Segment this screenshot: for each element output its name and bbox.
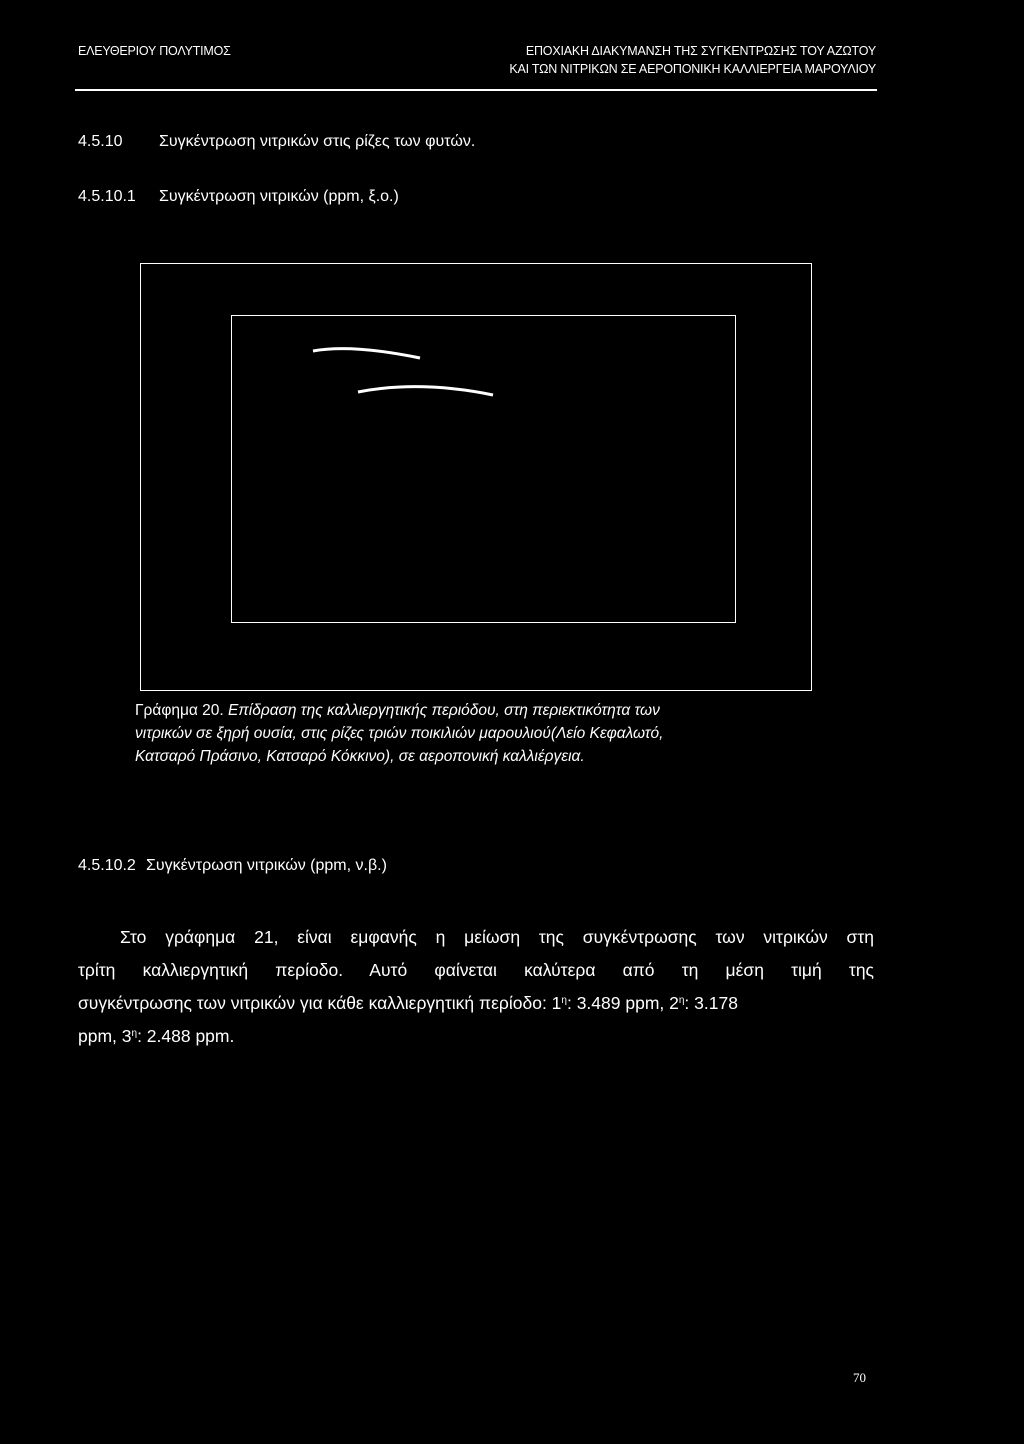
ordinal-sup: η — [561, 995, 567, 1006]
paragraph-line4 — [78, 1026, 234, 1047]
series-line-1 — [313, 349, 420, 358]
figure-caption-line2: νιτρικών σε ξηρή ουσία, στις ρίζες τριών ποικιλιών μαρουλιού(Λείο Κεφαλωτό, — [135, 725, 664, 742]
series-line-2 — [358, 387, 493, 395]
subsection2-title: Συγκέντρωση νιτρικών (ppm, ν.β.) — [146, 857, 387, 874]
section-number: 4.5.10 — [78, 133, 123, 150]
paragraph-text: συγκέντρωσης των νιτρικών για κάθε καλλιεργητική περίοδο: 1 — [78, 993, 562, 1013]
paragraph-text: : 2.488 ppm. — [137, 1026, 235, 1046]
paragraph-line1: Στο γράφημα 21, είναι εμφανής η μείωση της συγκέντρωσης των νιτρικών στη — [120, 927, 874, 947]
subsection2-number: 4.5.10.2 — [78, 857, 136, 874]
header-title-line2: ΚΑΙ ΤΩΝ ΝΙΤΡΙΚΩΝ ΣΕ ΑΕΡΟΠΟΝΙΚΗ ΚΑΛΛΙΕΡΓΕΙΑ ΜΑΡΟΥΛΙΟΥ — [509, 62, 876, 76]
figure-caption-line3: Κατσαρό Πράσινο, Κατσαρό Κόκκινο), σε αεροπονική καλλιέργεια. — [135, 748, 585, 765]
ordinal-sup: η — [131, 1028, 138, 1039]
figure-chart — [0, 0, 1024, 720]
page-number: 70 — [853, 1370, 866, 1385]
paragraph-text: ppm, 3 — [78, 1026, 132, 1046]
header-author: ΕΛΕΥΘΕΡΙΟΥ ΠΟΛΥΤΙΜΟΣ — [78, 44, 231, 58]
ordinal-sup: η — [678, 995, 685, 1006]
subsection1-number: 4.5.10.1 — [78, 188, 136, 205]
paragraph-line2: τρίτη καλλιεργητική περίοδο. Αυτό φαίνεται καλύτερα από τη μέση τιμή της — [78, 960, 874, 980]
figure-caption-text1: Επίδραση της καλλιεργητικής περιόδου, στη περιεκτικότητα των — [228, 702, 660, 719]
paragraph-text: : 3.178 — [684, 993, 738, 1013]
figure-caption-line1 — [135, 700, 660, 723]
header-title-line1: ΕΠΟΧΙΑΚΗ ΔΙΑΚΥΜΑΝΣΗ ΤΗΣ ΣΥΓΚΕΝΤΡΩΣΗΣ ΤΟΥ ΑΖΩΤΟΥ — [525, 44, 876, 58]
paragraph-text: : 3.489 ppm, 2 — [566, 993, 679, 1013]
paragraph-line3 — [78, 993, 874, 1014]
section-title: Συγκέντρωση νιτρικών στις ρίζες των φυτών. — [159, 133, 476, 150]
figure-label: Γράφημα 20. — [135, 702, 224, 719]
subsection1-title: Συγκέντρωση νιτρικών (ppm, ξ.ο.) — [159, 188, 399, 205]
